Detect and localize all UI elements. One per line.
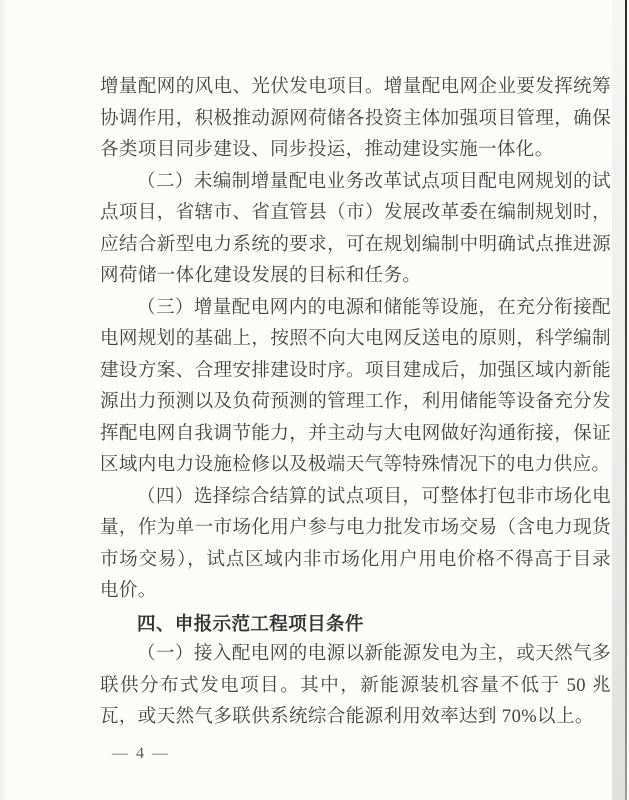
document-body [100, 72, 611, 734]
paragraph: （四）选择综合结算的试点项目，可整体打包非市场化电量，作为单一市场化用户参与电力批发市场交易（含电力现货市场交易），试点区域内非市场化用户用电价格不得高于目录电价。 [100, 486, 611, 601]
page-number: — 4 — [112, 745, 170, 762]
scan-right-border-line [625, 0, 627, 800]
paragraph: （二）未编制增量配电业务改革试点项目配电网规划的试点项目，省辖市、省直管县（市）发展改革委在编制规划时，应结合新型电力系统的要求，可在规划编制中明确试点推进源网荷储一体化建设发展的目标和任务。 [100, 171, 611, 286]
scan-left-edge [0, 0, 10, 800]
paragraph: （一）接入配电网的电源以新能源发电为主，或天然气多联供分布式发电项目。其中，新能源装机容量不低于 50 兆瓦，或天然气多联供系统综合能源利用效率达到 70%以上。 [100, 644, 611, 727]
paragraph: （三）增量配电网内的电源和储能等设施，在充分衔接配电网规划的基础上，按照不向大电网反送电的原则，科学编制建设方案、合理安排建设时序。项目建成后，加强区域内新能源出力预测以及负荷预测的管理工作，利用储能等设备充分发挥配电网自我调节能力，并主动与大电网做好沟通衔接，保证区域内电力设施检修以及极端天气等特殊情况下的电力供应。 [100, 297, 611, 475]
section-heading: 四、申报示范工程项目条件 [137, 612, 364, 634]
scan-right-shade [612, 0, 626, 800]
paragraph: 增量配网的风电、光伏发电项目。增量配电网企业要发挥统筹协调作用，积极推动源网荷储各投资主体加强项目管理，确保各类项目同步建设、同步投运，推动建设实施一体化。 [100, 77, 611, 160]
